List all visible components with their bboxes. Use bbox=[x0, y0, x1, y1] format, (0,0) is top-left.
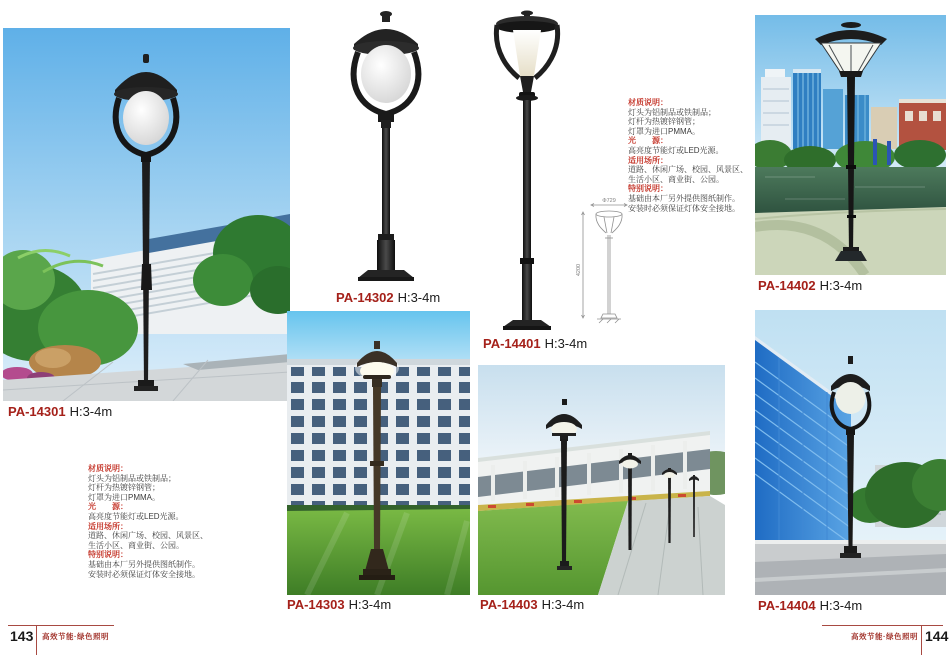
spec-title: 材质说明： bbox=[88, 464, 128, 473]
product-image-pa-14302 bbox=[328, 8, 444, 286]
product-label-pa-14402 bbox=[758, 278, 862, 293]
footer-slogan-left: 高效节能·绿色照明 bbox=[42, 632, 109, 641]
product-code: PA-14301 bbox=[8, 404, 66, 419]
spec-line: 生活小区、商业街、公园。 bbox=[628, 174, 724, 184]
spec-line: 灯罩为进口PMMA。 bbox=[88, 492, 160, 502]
blue-building-scene-illustration bbox=[755, 310, 946, 595]
spec-line: 灯头为铝制品或铁制品； bbox=[628, 107, 716, 117]
garden-lamp-scene-illustration bbox=[3, 28, 290, 401]
photo-pa-14404 bbox=[755, 310, 946, 595]
spec-title: 适用场所： bbox=[88, 521, 128, 531]
product-height: H:3-4m bbox=[397, 290, 441, 305]
spec-line: 高亮度节能灯或LED光源。 bbox=[88, 511, 184, 521]
product-height: H:3-4m bbox=[544, 336, 588, 351]
spec-line: 基础由本厂另外提供图纸制作。 bbox=[88, 559, 200, 569]
product-height: H:3-4m bbox=[541, 597, 585, 612]
lamp-post-cutout bbox=[328, 8, 444, 286]
spec-title: 适用场所： bbox=[628, 155, 668, 165]
spec-line: 灯罩为进口PMMA。 bbox=[628, 126, 700, 136]
spec-line: 安装时必须保证灯体安全接地。 bbox=[88, 569, 200, 579]
spec-block-left bbox=[88, 464, 258, 579]
height-dimension-label: 4200 bbox=[576, 263, 582, 277]
product-code: PA-14402 bbox=[758, 278, 816, 293]
product-code: PA-14302 bbox=[336, 290, 394, 305]
spec-line: 安装时必须保证灯体安全接地。 bbox=[628, 203, 740, 213]
diameter-dimension-label: Φ729 bbox=[602, 198, 616, 204]
lamp-facade-scene-illustration bbox=[287, 311, 470, 595]
spec-title: 特别说明： bbox=[628, 184, 668, 194]
page-number-right: 144 bbox=[925, 628, 949, 644]
spec-title: 光 源： bbox=[88, 502, 128, 512]
photo-pa-14301 bbox=[3, 28, 290, 401]
spec-line: 道路、休闲广场、校园、风景区、 bbox=[628, 165, 748, 175]
product-code: PA-14401 bbox=[483, 336, 541, 351]
spec-title: 特别说明： bbox=[88, 550, 128, 560]
spec-line: 灯杆为热镀锌钢管； bbox=[88, 483, 160, 493]
product-label-pa-14302 bbox=[336, 290, 440, 305]
product-label-pa-14403 bbox=[480, 597, 584, 612]
footer-rule-left bbox=[8, 625, 114, 626]
product-height: H:3-4m bbox=[819, 598, 863, 613]
product-image-pa-14401 bbox=[477, 8, 577, 334]
product-label-pa-14401 bbox=[483, 336, 587, 351]
lakeside-skyline-scene-illustration bbox=[755, 15, 946, 275]
spec-title: 材质说明： bbox=[628, 98, 668, 107]
footer-rule-right bbox=[822, 625, 943, 626]
footer-divider-left bbox=[36, 625, 37, 655]
photo-pa-14402 bbox=[755, 15, 946, 275]
product-height: H:3-4m bbox=[69, 404, 113, 419]
product-code: PA-14404 bbox=[758, 598, 816, 613]
lamp-post-cutout bbox=[477, 8, 577, 334]
street-lamps-scene-illustration bbox=[478, 365, 725, 595]
spec-line: 生活小区、商业街、公园。 bbox=[88, 540, 184, 550]
footer-divider-right bbox=[921, 625, 922, 655]
page-number-left: 143 bbox=[10, 628, 34, 644]
product-height: H:3-4m bbox=[819, 278, 863, 293]
product-height: H:3-4m bbox=[348, 597, 392, 612]
spec-title: 光 源： bbox=[628, 136, 668, 146]
product-label-pa-14303 bbox=[287, 597, 391, 612]
photo-pa-14403 bbox=[478, 365, 725, 595]
footer-slogan-right: 高效节能·绿色照明 bbox=[851, 632, 918, 641]
spec-line: 灯杆为热镀锌钢管； bbox=[628, 117, 700, 127]
spec-line: 高亮度节能灯或LED光源。 bbox=[628, 145, 724, 155]
product-code: PA-14303 bbox=[287, 597, 345, 612]
spec-line: 灯头为铝制品或铁制品； bbox=[88, 473, 176, 483]
spec-line: 基础由本厂另外提供图纸制作。 bbox=[628, 193, 740, 203]
product-label-pa-14404 bbox=[758, 598, 862, 613]
product-label-pa-14301 bbox=[8, 404, 112, 419]
spec-line: 道路、休闲广场、校园、风景区、 bbox=[88, 531, 208, 541]
product-code: PA-14403 bbox=[480, 597, 538, 612]
photo-pa-14303 bbox=[287, 311, 470, 595]
